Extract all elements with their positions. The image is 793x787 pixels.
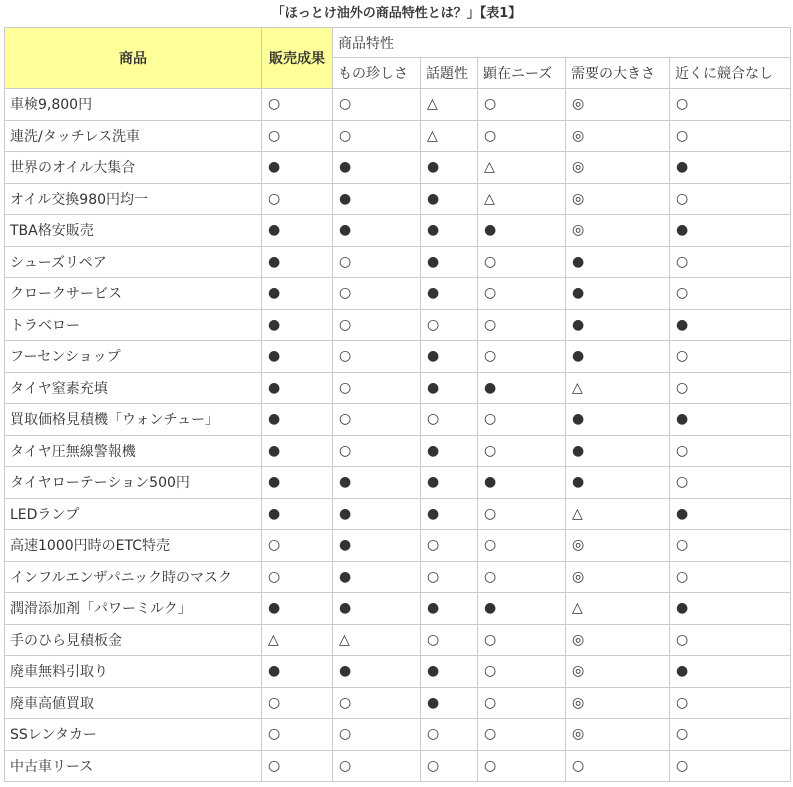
table-row: [5, 656, 791, 688]
table-row: [5, 372, 791, 404]
product-name-cell: 買取価格見積機「ウォンチュー」: [5, 404, 262, 436]
product-name-cell: 高速1000円時のETC特売: [5, 530, 262, 562]
table-row: [5, 593, 791, 625]
product-name-cell: タイヤ圧無線警報機: [5, 435, 262, 467]
no-competition-mark: ○: [670, 341, 791, 373]
table-row: [5, 467, 791, 499]
apparent-needs-mark: ○: [478, 750, 566, 782]
product-name-cell: インフルエンザパニック時のマスク: [5, 561, 262, 593]
novelty-mark: ○: [333, 120, 421, 152]
product-name-cell: 連洗/タッチレス洗車: [5, 120, 262, 152]
apparent-needs-mark: ○: [478, 561, 566, 593]
topicality-mark: ○: [421, 530, 478, 562]
apparent-needs-mark: ○: [478, 687, 566, 719]
novelty-mark: ○: [333, 372, 421, 404]
sales-result-mark: ○: [262, 687, 333, 719]
topicality-mark: △: [421, 120, 478, 152]
sales-result-mark: △: [262, 624, 333, 656]
no-competition-mark: ●: [670, 215, 791, 247]
topicality-mark: ○: [421, 404, 478, 436]
apparent-needs-mark: ○: [478, 404, 566, 436]
topicality-mark: ●: [421, 687, 478, 719]
novelty-mark: ○: [333, 278, 421, 310]
table-row: [5, 530, 791, 562]
sales-result-mark: ○: [262, 750, 333, 782]
novelty-mark: ○: [333, 404, 421, 436]
demand-size-mark: ●: [566, 278, 670, 310]
product-name-cell: クロークサービス: [5, 278, 262, 310]
sales-result-mark: ●: [262, 593, 333, 625]
topicality-mark: ○: [421, 624, 478, 656]
topicality-mark: △: [421, 89, 478, 121]
sales-result-mark: ○: [262, 530, 333, 562]
header-demand-size: 需要の大きさ: [566, 58, 670, 89]
topicality-mark: ●: [421, 435, 478, 467]
product-name-cell: トラベロー: [5, 309, 262, 341]
table-row: [5, 309, 791, 341]
sales-result-mark: ●: [262, 246, 333, 278]
product-name-cell: タイヤローテーション500円: [5, 467, 262, 499]
novelty-mark: △: [333, 624, 421, 656]
sales-result-mark: ●: [262, 467, 333, 499]
product-name-cell: フーセンショップ: [5, 341, 262, 373]
header-topicality: 話題性: [421, 58, 478, 89]
novelty-mark: ○: [333, 719, 421, 751]
topicality-mark: ●: [421, 152, 478, 184]
table-row: [5, 719, 791, 751]
novelty-mark: ●: [333, 467, 421, 499]
product-name-cell: SSレンタカー: [5, 719, 262, 751]
no-competition-mark: ○: [670, 183, 791, 215]
novelty-mark: ●: [333, 152, 421, 184]
product-name-cell: 車検9,800円: [5, 89, 262, 121]
apparent-needs-mark: ○: [478, 656, 566, 688]
novelty-mark: ●: [333, 593, 421, 625]
no-competition-mark: ○: [670, 89, 791, 121]
demand-size-mark: ●: [566, 309, 670, 341]
novelty-mark: ●: [333, 561, 421, 593]
topicality-mark: ●: [421, 278, 478, 310]
product-name-cell: 廃車無料引取り: [5, 656, 262, 688]
demand-size-mark: ●: [566, 467, 670, 499]
apparent-needs-mark: ●: [478, 372, 566, 404]
topicality-mark: ●: [421, 467, 478, 499]
novelty-mark: ●: [333, 183, 421, 215]
topicality-mark: ●: [421, 656, 478, 688]
apparent-needs-mark: ○: [478, 530, 566, 562]
novelty-mark: ●: [333, 498, 421, 530]
no-competition-mark: ●: [670, 309, 791, 341]
novelty-mark: ○: [333, 341, 421, 373]
topicality-mark: ●: [421, 183, 478, 215]
table-row: [5, 435, 791, 467]
table-row: [5, 215, 791, 247]
demand-size-mark: ◎: [566, 719, 670, 751]
no-competition-mark: ○: [670, 467, 791, 499]
header-characteristics: 商品特性: [333, 28, 791, 58]
no-competition-mark: ●: [670, 404, 791, 436]
apparent-needs-mark: ○: [478, 246, 566, 278]
topicality-mark: ●: [421, 593, 478, 625]
apparent-needs-mark: ○: [478, 435, 566, 467]
sales-result-mark: ●: [262, 498, 333, 530]
demand-size-mark: ◎: [566, 120, 670, 152]
demand-size-mark: ◎: [566, 656, 670, 688]
apparent-needs-mark: △: [478, 152, 566, 184]
table-row: [5, 498, 791, 530]
no-competition-mark: ○: [670, 246, 791, 278]
apparent-needs-mark: ○: [478, 341, 566, 373]
novelty-mark: ○: [333, 687, 421, 719]
demand-size-mark: △: [566, 498, 670, 530]
demand-size-mark: ●: [566, 341, 670, 373]
apparent-needs-mark: △: [478, 183, 566, 215]
apparent-needs-mark: ○: [478, 498, 566, 530]
table-row: [5, 183, 791, 215]
product-name-cell: 世界のオイル大集合: [5, 152, 262, 184]
no-competition-mark: ○: [670, 530, 791, 562]
topicality-mark: ●: [421, 372, 478, 404]
sales-result-mark: ●: [262, 404, 333, 436]
table-row: [5, 246, 791, 278]
demand-size-mark: ◎: [566, 152, 670, 184]
sales-result-mark: ●: [262, 435, 333, 467]
demand-size-mark: ◎: [566, 624, 670, 656]
demand-size-mark: ◎: [566, 687, 670, 719]
apparent-needs-mark: ●: [478, 215, 566, 247]
demand-size-mark: △: [566, 593, 670, 625]
novelty-mark: ○: [333, 435, 421, 467]
no-competition-mark: ○: [670, 120, 791, 152]
topicality-mark: ○: [421, 750, 478, 782]
no-competition-mark: ●: [670, 498, 791, 530]
no-competition-mark: ○: [670, 687, 791, 719]
product-name-cell: 中古車リース: [5, 750, 262, 782]
header-novelty: もの珍しさ: [333, 58, 421, 89]
topicality-mark: ●: [421, 246, 478, 278]
table-row: [5, 750, 791, 782]
apparent-needs-mark: ●: [478, 593, 566, 625]
sales-result-mark: ●: [262, 215, 333, 247]
product-name-cell: TBA格安販売: [5, 215, 262, 247]
header-no-nearby-competition: 近くに競合なし: [670, 58, 791, 89]
table-body: [5, 89, 791, 782]
no-competition-mark: ○: [670, 719, 791, 751]
sales-result-mark: ●: [262, 372, 333, 404]
topicality-mark: ●: [421, 215, 478, 247]
table-row: [5, 278, 791, 310]
demand-size-mark: ◎: [566, 561, 670, 593]
no-competition-mark: ○: [670, 561, 791, 593]
table-row: [5, 89, 791, 121]
sales-result-mark: ○: [262, 120, 333, 152]
topicality-mark: ○: [421, 309, 478, 341]
topicality-mark: ●: [421, 341, 478, 373]
demand-size-mark: ◎: [566, 183, 670, 215]
header-sales-result: 販売成果: [262, 28, 333, 89]
no-competition-mark: ●: [670, 152, 791, 184]
demand-size-mark: ○: [566, 750, 670, 782]
novelty-mark: ●: [333, 656, 421, 688]
novelty-mark: ○: [333, 246, 421, 278]
demand-size-mark: ●: [566, 435, 670, 467]
apparent-needs-mark: ○: [478, 120, 566, 152]
apparent-needs-mark: ○: [478, 89, 566, 121]
topicality-mark: ○: [421, 719, 478, 751]
product-name-cell: 潤滑添加剤「パワーミルク」: [5, 593, 262, 625]
table-row: [5, 120, 791, 152]
no-competition-mark: ○: [670, 278, 791, 310]
table-row: [5, 152, 791, 184]
header-product: 商品: [5, 28, 262, 89]
demand-size-mark: ◎: [566, 530, 670, 562]
sales-result-mark: ○: [262, 183, 333, 215]
product-name-cell: シューズリペア: [5, 246, 262, 278]
novelty-mark: ○: [333, 309, 421, 341]
sales-result-mark: ○: [262, 89, 333, 121]
novelty-mark: ○: [333, 89, 421, 121]
table-row: [5, 561, 791, 593]
product-name-cell: 手のひら見積板金: [5, 624, 262, 656]
demand-size-mark: ◎: [566, 215, 670, 247]
topicality-mark: ○: [421, 561, 478, 593]
novelty-mark: ●: [333, 215, 421, 247]
product-name-cell: オイル交換980円均一: [5, 183, 262, 215]
table-row: [5, 404, 791, 436]
product-name-cell: LEDランプ: [5, 498, 262, 530]
topicality-mark: ●: [421, 498, 478, 530]
table-caption: 「ほっとけ油外の商品特性とは？」【表1】: [271, 6, 522, 21]
no-competition-mark: ●: [670, 656, 791, 688]
apparent-needs-mark: ○: [478, 278, 566, 310]
no-competition-mark: ○: [670, 750, 791, 782]
demand-size-mark: ◎: [566, 89, 670, 121]
sales-result-mark: ●: [262, 341, 333, 373]
product-characteristics-table: [4, 27, 791, 782]
apparent-needs-mark: ●: [478, 467, 566, 499]
apparent-needs-mark: ○: [478, 719, 566, 751]
table-row: [5, 687, 791, 719]
apparent-needs-mark: ○: [478, 624, 566, 656]
demand-size-mark: ●: [566, 246, 670, 278]
novelty-mark: ○: [333, 750, 421, 782]
table-row: [5, 624, 791, 656]
no-competition-mark: ●: [670, 593, 791, 625]
demand-size-mark: ●: [566, 404, 670, 436]
novelty-mark: ●: [333, 530, 421, 562]
product-name-cell: 廃車高値買取: [5, 687, 262, 719]
no-competition-mark: ○: [670, 372, 791, 404]
header-apparent-needs: 顕在ニーズ: [478, 58, 566, 89]
sales-result-mark: ○: [262, 561, 333, 593]
sales-result-mark: ●: [262, 309, 333, 341]
sales-result-mark: ●: [262, 656, 333, 688]
sales-result-mark: ●: [262, 278, 333, 310]
demand-size-mark: △: [566, 372, 670, 404]
product-name-cell: タイヤ窒素充填: [5, 372, 262, 404]
apparent-needs-mark: ○: [478, 309, 566, 341]
table-row: [5, 341, 791, 373]
no-competition-mark: ○: [670, 624, 791, 656]
no-competition-mark: ○: [670, 435, 791, 467]
sales-result-mark: ●: [262, 152, 333, 184]
sales-result-mark: ○: [262, 719, 333, 751]
